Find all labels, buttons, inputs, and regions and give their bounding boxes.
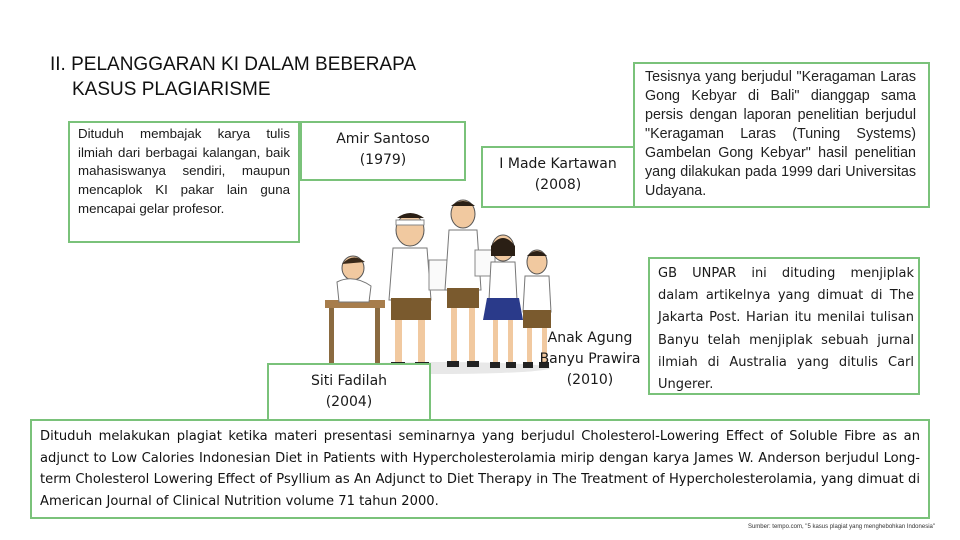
case-siti-description (30, 419, 930, 519)
slide-title-line1: II. PELANGGARAN KI DALAM BEBERAPA (50, 54, 417, 75)
case-siti-year: (2004) (325, 394, 373, 410)
case-anak-description (648, 257, 920, 395)
case-made-name: I Made Kartawan (499, 156, 617, 172)
case-amir-year: (1979) (359, 152, 407, 168)
case-anak-year: (2010) (566, 372, 614, 388)
case-made-description-text: Tesisnya yang berjudul "Keragaman Laras Gong Kebyar di Bali" dianggap sama persis dengan laporan penelitian berjudul "Keragaman Laras (Tuning Systems) Gambelan Gong Kebyar" hasil penelitian yang dilakukan pada 1999 dari Universitas Udayana. (645, 69, 916, 199)
intro-text: Dituduh membajak karya tulis ilmiah dari berbagai kalangan, baik mahasiswanya sendiri, maupun mencaplok KI pakar lain guna mencapai gelar profesor. (78, 126, 290, 216)
case-siti-name: Siti Fadilah (310, 373, 388, 389)
intro-box (68, 121, 300, 243)
case-amir-box (300, 121, 466, 181)
case-anak-name-line1: Anak Agung (547, 330, 633, 346)
case-anak-description-text: GB UNPAR ini dituding menjiplak dalam artikelnya yang dimuat di The Jakarta Post. Harian itu menilai tulisan Banyu telah menjiplak sebuah jurnal ilmiah di Australia yang ditulis Carl Ungerer. (658, 266, 914, 393)
source-citation: Sumber: tempo.com, "5 kasus plagiat yang menghebohkan Indonesia" (747, 524, 935, 530)
case-siti-box (267, 363, 431, 423)
student-middle (445, 200, 495, 367)
case-anak-box (531, 326, 649, 394)
student-at-desk (325, 256, 385, 368)
slide-title-line2: KASUS PLAGIARISME (72, 79, 271, 100)
student-headband (389, 213, 453, 368)
slide-title (50, 52, 520, 102)
students-illustration (325, 190, 555, 375)
case-made-description (633, 62, 930, 208)
case-siti-description-text: Dituduh melakukan plagiat ketika materi presentasi seminarnya yang berjudul Cholesterol-Lowering Effect of Soluble Fibre as an adjunct to Low Calories Indonesian Diet in Patients with Hypercholesterolamia mirip dengan karya James W. Anderson berjudul Long-term Cholesterol Lowering Effect of Psyllium as An Adjunct to Diet Therapy in The Treatment of Hypercholesterolamia, yang dimuat di American Journal of Clinical Nutrition volume 71 tahun 2000. (40, 429, 920, 509)
case-amir-name: Amir Santoso (336, 131, 430, 147)
case-made-year: (2008) (534, 177, 582, 193)
case-anak-name-line2: Banyu Prawira (539, 351, 641, 367)
